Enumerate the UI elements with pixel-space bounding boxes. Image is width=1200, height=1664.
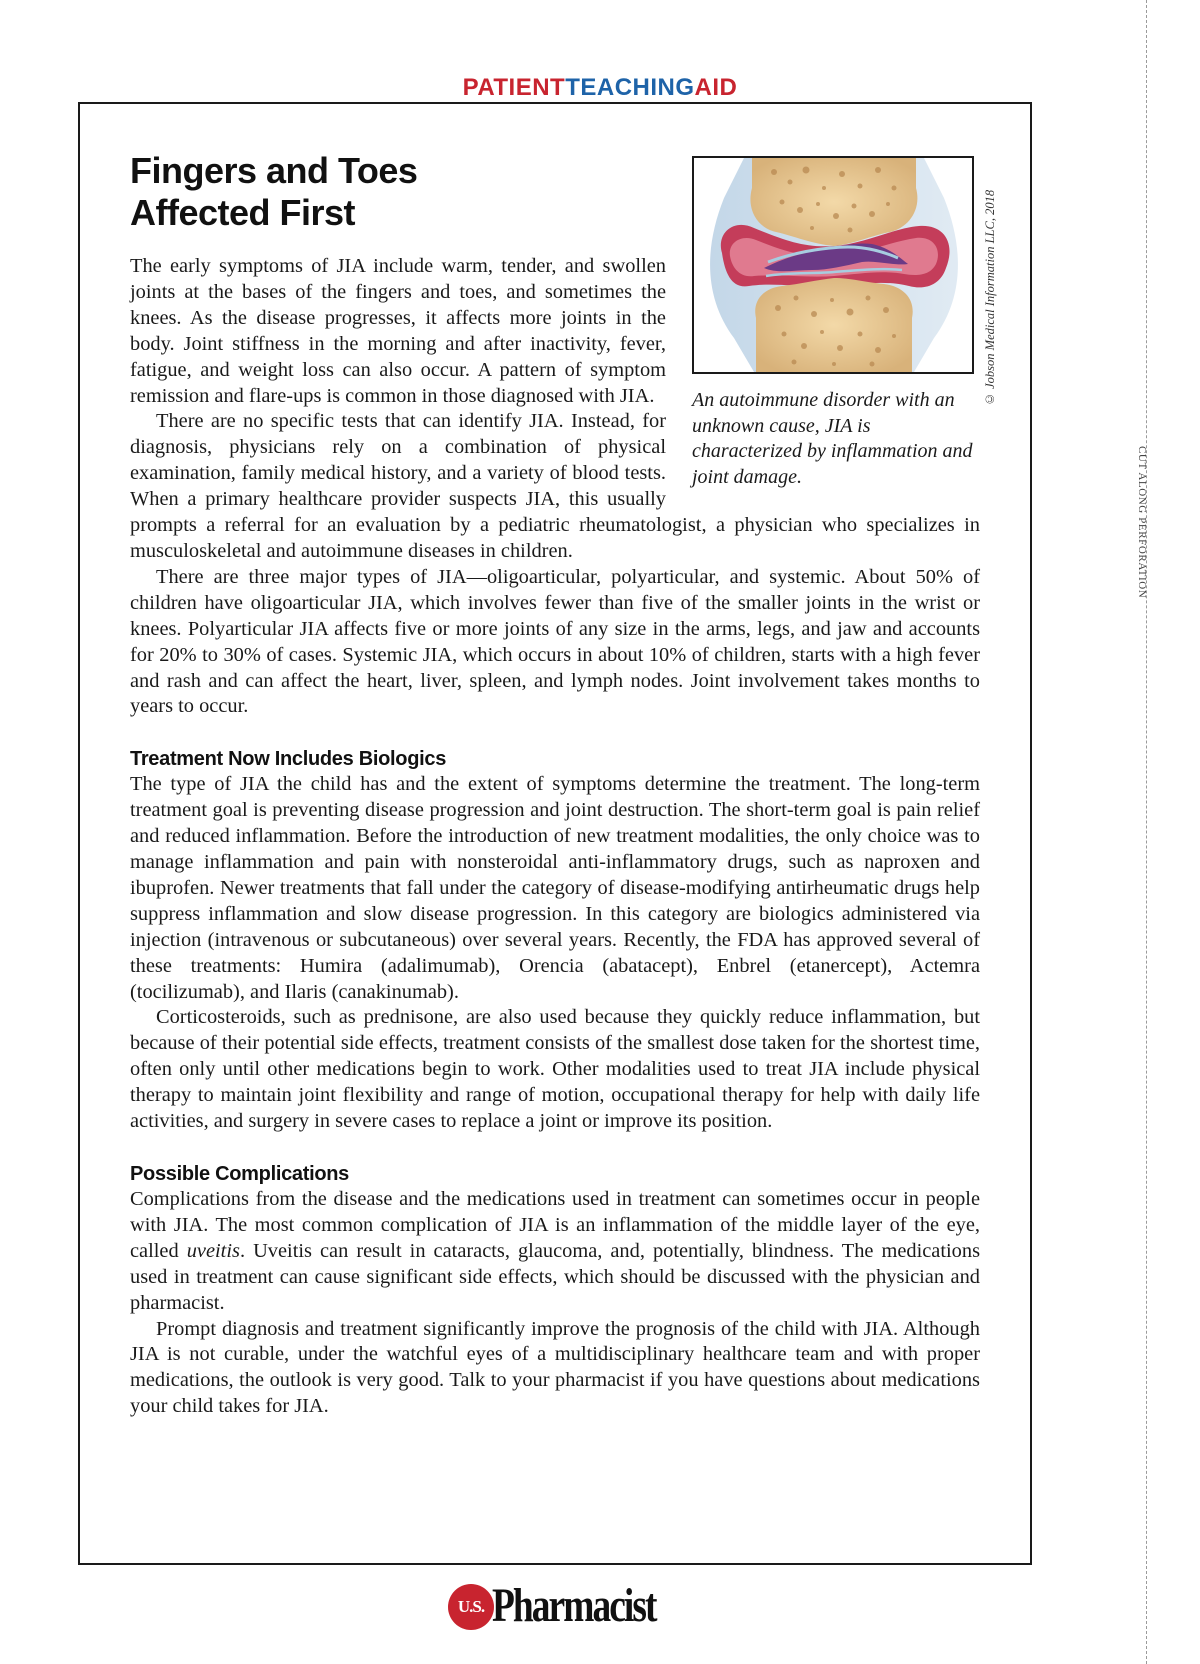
complications-paragraph-2: Prompt diagnosis and treatment significantly improve the prognosis of the child with JIA. Although JIA is not curable, under the watchful eyes of a multidisciplinary healthcare team and with proper medications, the outlook is very good. Talk to your pharmacist if you have questions about medications your child takes for JIA. bbox=[130, 1317, 980, 1418]
intro-paragraph-1: The early symptoms of JIA include warm, tender, and swollen joints at the bases of the fingers and toes, and sometimes the knees. As the disease progresses, it affects more joints in the body. Joint stiffness in the morning and after inactivity, fever, fatigue, and weight loss can also occur. A pattern of symptom remission and flare-ups is common in those diagnosed with JIA. bbox=[130, 255, 666, 407]
article bbox=[130, 150, 980, 1420]
patient-teaching-aid-header bbox=[0, 74, 1200, 102]
complications-paragraph-1 bbox=[130, 1187, 980, 1317]
copyright-notice: © Jobson Medical Information LLC, 2018 bbox=[983, 189, 997, 406]
inflamed-joint-illustration bbox=[692, 156, 974, 374]
complications-text-before: Complications from the disease and the medications used in treatment can sometimes occur in people with JIA. The most common complication of JIA is an inflammation of the middle layer of the eye, called bbox=[130, 1188, 980, 1262]
treatment-paragraph-2: Corticosteroids, such as prednisone, are also used because they quickly reduce inflammation, but because of their potential side effects, treatment consists of the smallest dose taken for the shortest time, often only until other medications begin to work. Other modalities used to treat JIA include physical therapy to maintain joint flexibility and range of motion, occupational therapy for help with daily life activities, and surgery in severe cases to replace a joint or improve its position. bbox=[130, 1006, 980, 1133]
title-line-1: Fingers and Toes bbox=[130, 150, 418, 191]
figure bbox=[692, 156, 984, 489]
logo-badge: U.S. bbox=[448, 1584, 494, 1630]
perforation-line bbox=[1146, 0, 1147, 1664]
uveitis-term: uveitis bbox=[186, 1239, 240, 1262]
figure-caption: An autoimmune disorder with an unknown cause, JIA is characterized by inflammation and joint damage. bbox=[692, 389, 973, 488]
us-pharmacist-logo bbox=[448, 1578, 668, 1634]
header-word-patient: PATIENT bbox=[462, 74, 566, 101]
title-line-2: Affected First bbox=[130, 192, 356, 233]
logo-wordmark: Pharmacist bbox=[492, 1579, 656, 1632]
intro-paragraph-3: There are three major types of JIA—oligoarticular, polyarticular, and systemic. About 50% of children have oligoarticular JIA, which involves fewer than five of the smaller joints in the wrist or knees. Polyarticular JIA affects five or more joints of any size in the arms, legs, and jaw and accounts for 20% to 30% of cases. Systemic JIA, which occurs in about 10% of children, starts with a high fever and rash and can affect the heart, liver, spleen, and lymph nodes. Joint involvement takes months to years to occur. bbox=[130, 565, 980, 718]
header-word-teaching: TEACHING bbox=[565, 74, 695, 101]
treatment-paragraph-1: The type of JIA the child has and the extent of symptoms determine the treatment. The long-term treatment goal is preventing disease progression and joint destruction. The short-term goal is pain relief and reduced inflammation. Before the introduction of new treatment modalities, the only choice was to manage inflammation and pain with nonsteroidal anti-inflammatory drugs, such as naproxen and ibuprofen. Newer treatments that fall under the category of disease-modifying antirheumatic drugs help suppress inflammation and slow disease progression. In this category are biologics administered via injection (intravenous or subcutaneous) over several years. Recently, the FDA has approved several of these treatments: Humira (adalimumab), Orencia (abatacept), Enbrel (etanercept), Actemra (tocilizumab), and Ilaris (canakinumab). bbox=[130, 773, 980, 1003]
cut-along-perforation-label: CUT ALONG PERFORATION bbox=[1136, 446, 1148, 599]
complications-text-after: . Uveitis can result in cataracts, glaucoma, and, potentially, blindness. The medications used in treatment can cause significant side effects, which should be discussed with the physician and pharmacist. bbox=[130, 1239, 981, 1314]
header-word-aid: AID bbox=[694, 74, 738, 101]
complications-heading: Possible Complications bbox=[130, 1163, 350, 1185]
joint-illustration-svg bbox=[694, 158, 972, 372]
intro-paragraph-2: There are no specific tests that can identify JIA. Instead, for diagnosis, physicians rely on a combination of physical examination, family medical history, and a variety of blood tests. When a primary healthcare provider suspects JIA, this usually prompts a referral for an evaluation by a pediatric rheumatologist, a physician who specializes in musculoskeletal and autoimmune diseases in children. bbox=[130, 410, 980, 562]
treatment-heading: Treatment Now Includes Biologics bbox=[130, 748, 447, 771]
